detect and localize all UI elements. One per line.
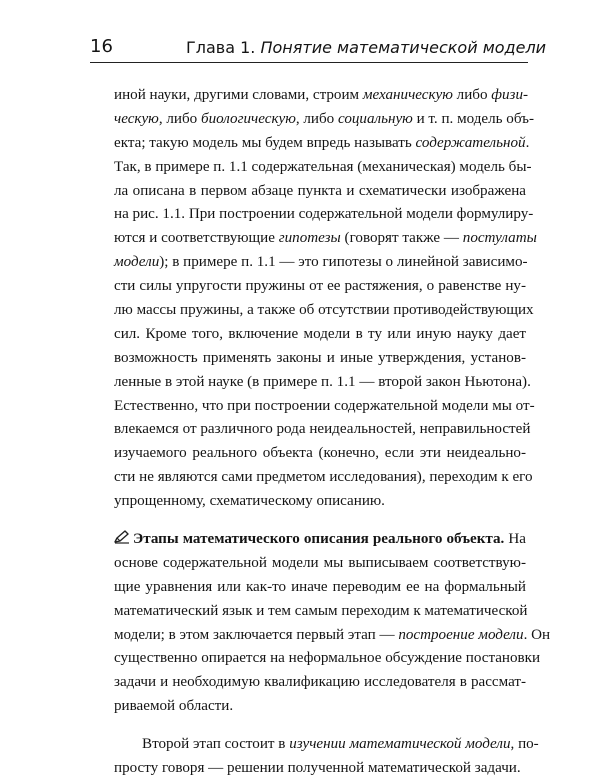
text-run: основе содержательной модели мы выписываем соответствую-	[114, 554, 526, 571]
text-line	[114, 576, 526, 600]
text-run: просту говоря — решении полученной математической задачи.	[114, 760, 521, 777]
text-run: ются и соответствующие	[114, 230, 279, 247]
italic-term: физи-	[491, 87, 529, 103]
italic-term: механическую	[362, 87, 453, 103]
section-heading: Этапы математического описания реального объекта.	[133, 531, 505, 548]
text-line	[114, 490, 526, 514]
running-header	[90, 36, 547, 63]
italic-term: изучении математической модели	[289, 736, 511, 753]
text-run: ); в примере п. 1.1 — это гипотезы о линейной зависимо-	[159, 254, 528, 271]
text-run: задачи и необходимую квалификацию исследователя в рассмат-	[114, 674, 526, 691]
text-line	[114, 371, 531, 395]
text-run: риваемой области.	[114, 698, 234, 715]
text-run: , либо	[158, 110, 201, 127]
text-line	[114, 323, 526, 347]
text-run: (говорят также —	[340, 230, 463, 247]
italic-term: биологическую	[200, 110, 296, 127]
text-line	[114, 442, 526, 466]
text-run: возможность применять законы и иные утверждения, установ-	[114, 349, 526, 366]
text-line	[114, 203, 534, 227]
text-line	[114, 84, 529, 108]
italic-term: ческую	[114, 110, 159, 127]
paragraph-stages	[114, 528, 551, 719]
text-run: .	[525, 134, 530, 151]
text-run: сти не являются сами предметом исследования), переходим к его	[114, 469, 533, 486]
text-run: Естественно, что при построении содержательной модели мы от-	[114, 397, 535, 414]
text-line	[114, 347, 526, 371]
text-line	[114, 132, 530, 156]
text-run: существенно опирается на неформальное обсуждение постановки	[114, 650, 541, 667]
text-run: изучаемого реального объекта (конечно, если эти неидеально-	[114, 445, 526, 462]
text-line	[114, 671, 526, 695]
paragraph-content-model	[114, 84, 537, 514]
text-run: упрощенному, схематическому описанию.	[114, 493, 385, 510]
text-line	[114, 600, 526, 624]
text-line	[114, 395, 535, 419]
text-line	[114, 251, 526, 275]
page-body	[114, 84, 551, 781]
text-run: ленные в этой науке (в примере п. 1.1 — второй закон Ньютона).	[114, 373, 531, 390]
text-line	[114, 466, 533, 490]
text-run: и т. п. модель объ-	[412, 110, 534, 127]
text-run: щие уравнения или как-то иначе переводим ее на формальный	[114, 578, 526, 595]
page-number: 16	[90, 36, 113, 57]
italic-term: гипотезы	[278, 230, 341, 247]
text-line	[114, 528, 526, 552]
italic-term: модели	[114, 254, 160, 271]
chapter-prefix: Глава 1.	[186, 38, 256, 57]
text-line	[114, 180, 526, 204]
text-run: иной науки, другими словами, строим	[114, 87, 363, 103]
italic-term: постулаты	[462, 230, 537, 247]
text-run: влекаемся от различного рода неидеальностей, неправильностей	[114, 421, 531, 438]
italic-term: социальную	[338, 110, 413, 127]
text-run: . Он	[523, 626, 551, 643]
text-run: ла описана в первом абзаце пункта и схематически изображена	[114, 182, 526, 199]
text-run: сти силы упругости пружины от ее растяжения, о равенстве ну-	[114, 278, 526, 295]
text-line	[114, 275, 526, 299]
text-run: либо	[452, 87, 492, 103]
paragraph-gap	[114, 719, 526, 733]
italic-term: содержательной	[415, 134, 526, 151]
text-run: лю массы пружины, а также об отсутствии противодействующих	[114, 302, 534, 319]
text-line	[114, 108, 534, 132]
pencil-icon	[114, 530, 130, 544]
text-run: сил. Кроме того, включение модели в ту или иную науку дает	[114, 325, 526, 342]
text-line	[114, 552, 526, 576]
text-line	[114, 418, 531, 442]
text-line	[114, 227, 537, 251]
text-line	[114, 733, 539, 757]
text-line	[114, 299, 534, 323]
text-run: Так, в примере п. 1.1 содержательная (механическая) модель бы-	[114, 158, 532, 175]
text-run: , либо	[295, 110, 339, 127]
text-run: На	[504, 531, 526, 548]
paragraph-second-stage	[114, 733, 539, 781]
paragraph-gap	[114, 514, 526, 528]
italic-term: построение модели	[398, 626, 524, 643]
text-line	[114, 647, 541, 671]
text-line	[114, 624, 551, 648]
text-line	[114, 757, 526, 781]
text-line	[114, 695, 526, 719]
chapter-title: Понятие математической модели	[260, 38, 547, 57]
text-run: модели; в этом заключается первый этап —	[114, 626, 399, 643]
text-line	[114, 156, 532, 180]
text-run: Второй этап состоит в	[142, 736, 290, 753]
text-run: , по-	[510, 736, 539, 753]
text-run: екта; такую модель мы будем впредь называть	[114, 134, 416, 151]
text-run: математический язык и тем самым переходим к математической	[114, 602, 528, 619]
text-run: на рис. 1.1. При построении содержательной модели формулиру-	[114, 206, 534, 223]
chapter-label	[186, 37, 546, 59]
